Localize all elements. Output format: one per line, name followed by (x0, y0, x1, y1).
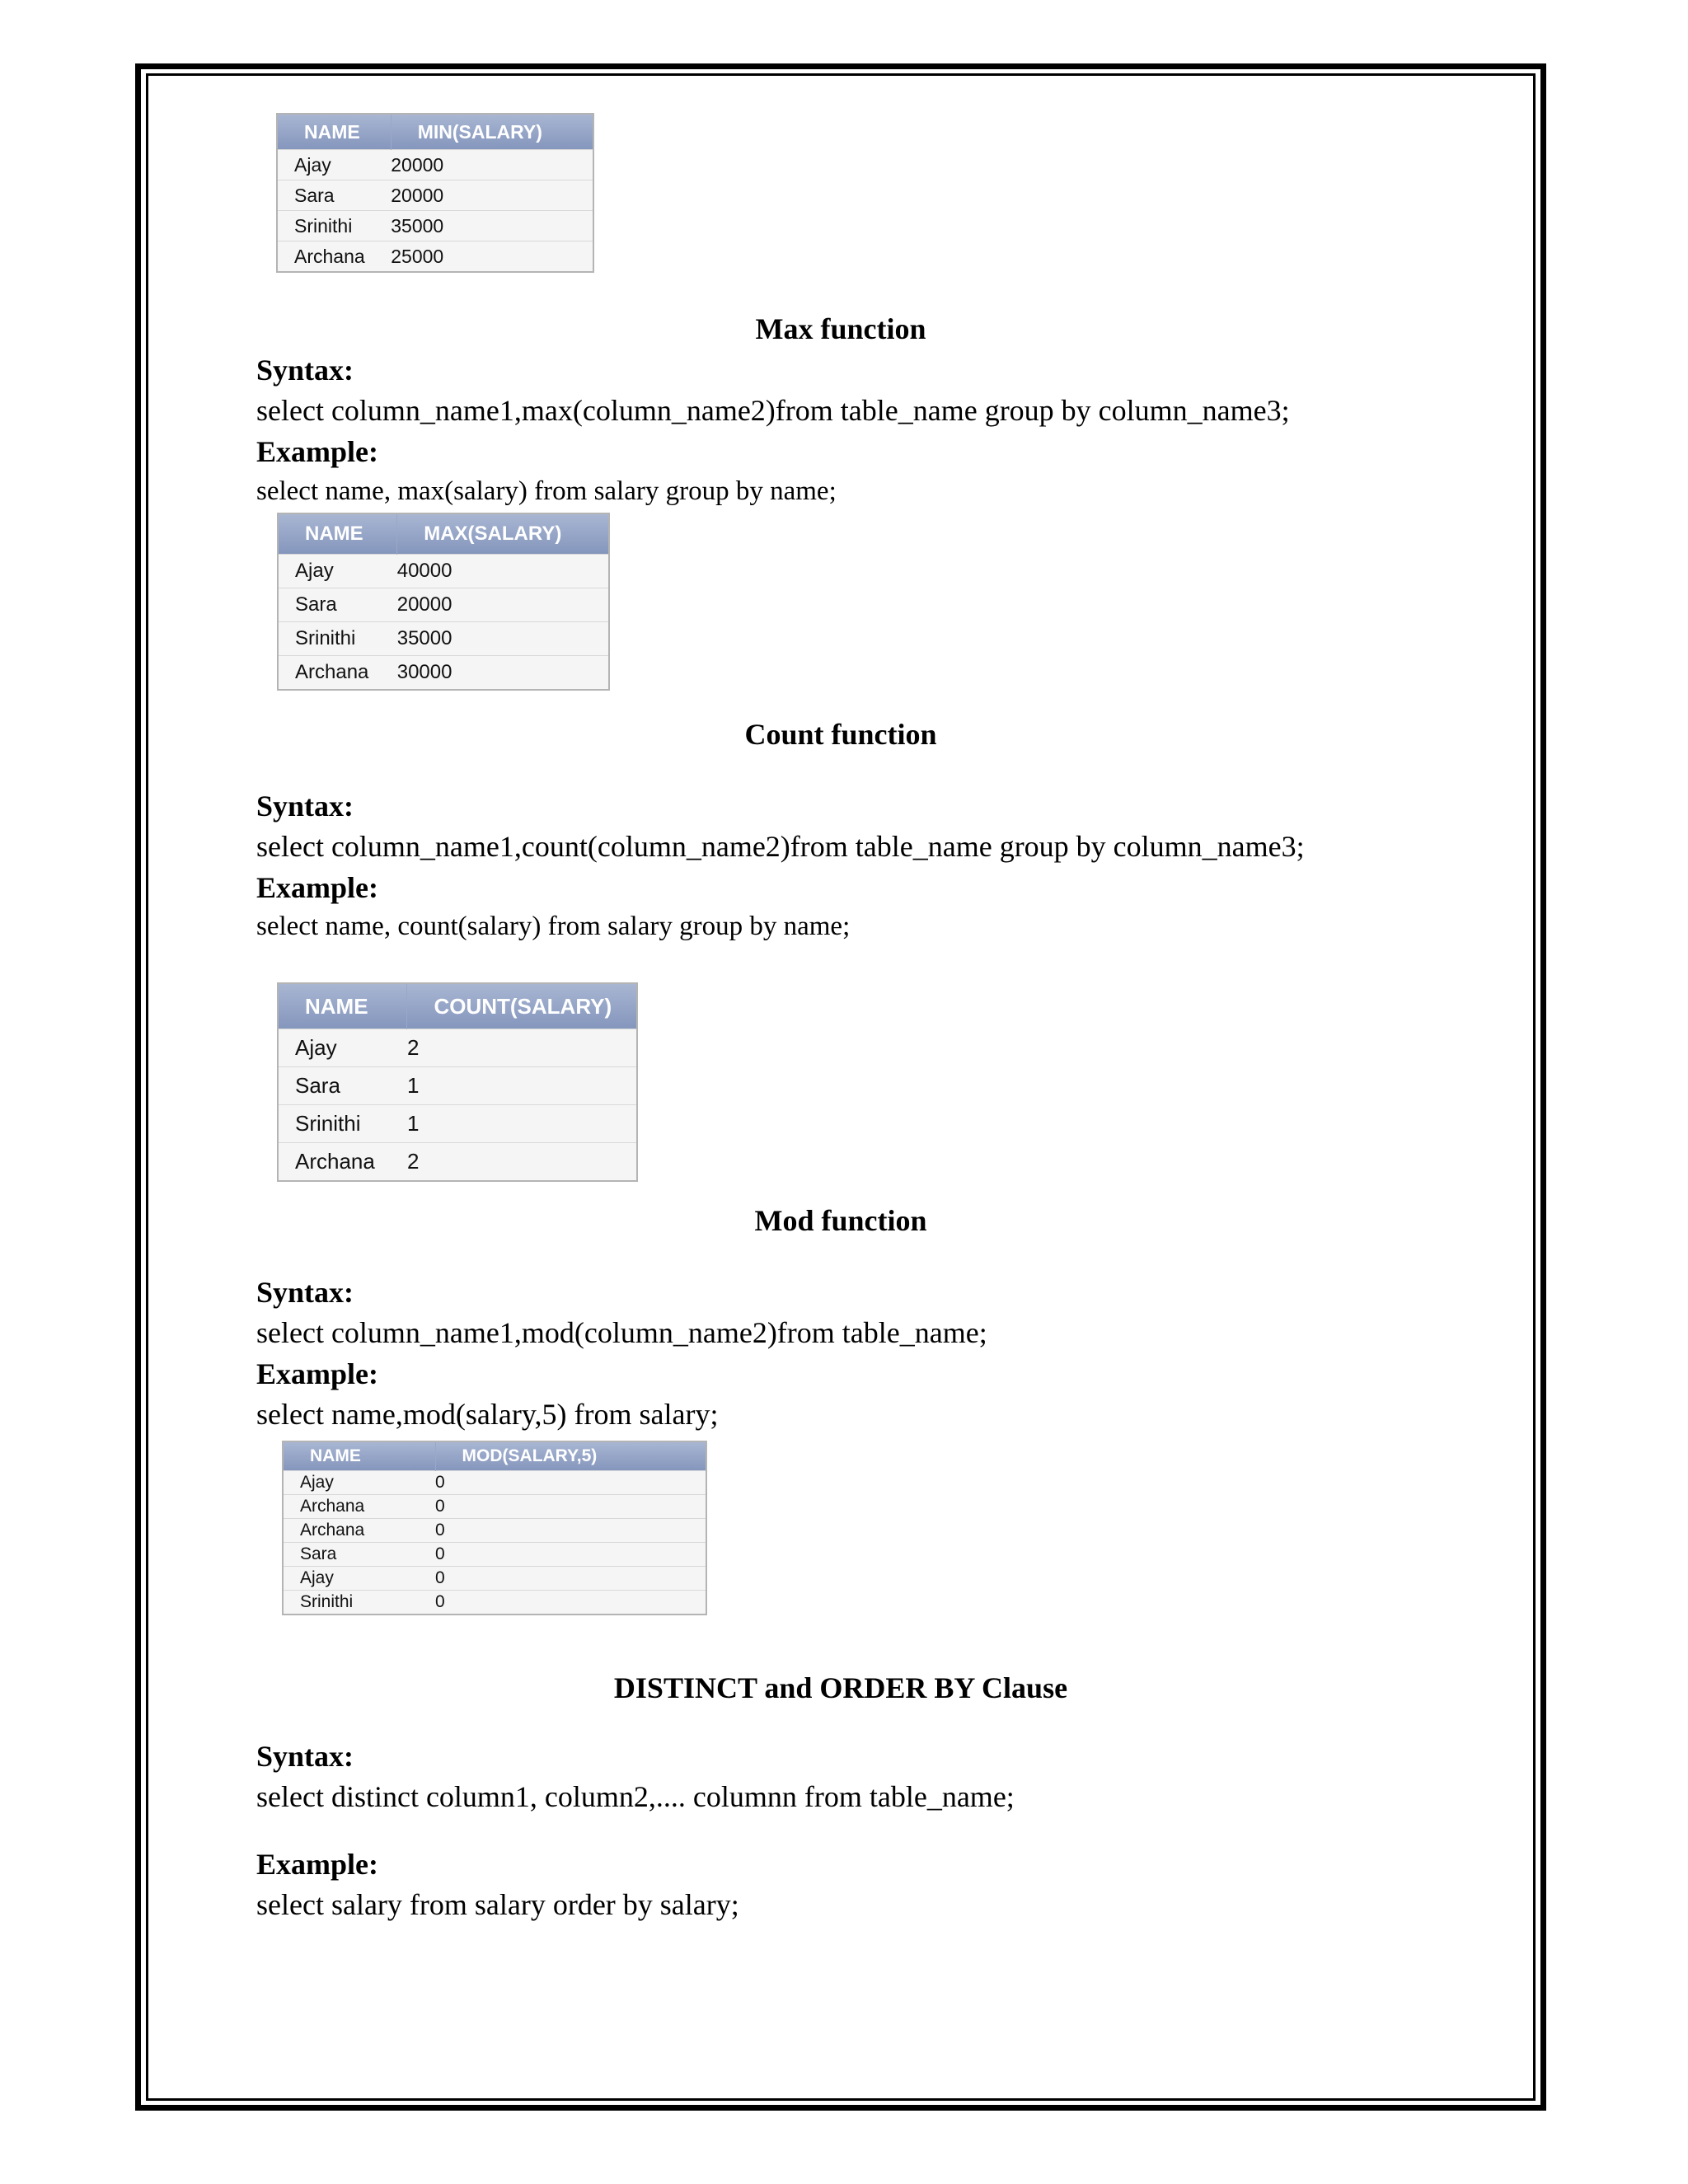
table-header-row (278, 983, 637, 1029)
table-cell: Archana (283, 1519, 435, 1543)
table-row (278, 1029, 637, 1067)
table-row (277, 211, 593, 241)
table-cell: 0 (435, 1519, 706, 1543)
max-syntax-label: Syntax: (256, 354, 354, 387)
table-row (278, 622, 609, 656)
table-row (277, 180, 593, 211)
count-function-heading: Count function (744, 718, 937, 751)
table-cell: Ajay (278, 555, 397, 588)
table-row (278, 1143, 637, 1182)
table-cell: 0 (435, 1591, 706, 1615)
table-row (278, 1105, 637, 1143)
table-row (283, 1471, 706, 1495)
table-cell: Ajay (283, 1567, 435, 1591)
column-header: NAME (278, 513, 397, 555)
table-cell: Archana (278, 1143, 407, 1182)
table-cell: 35000 (391, 211, 593, 241)
max-salary-table (277, 513, 610, 691)
max-example-text: select name, max(salary) from salary group by name; (256, 476, 837, 506)
table-cell: 0 (435, 1543, 706, 1567)
count-salary-table (277, 982, 638, 1182)
table-row (283, 1543, 706, 1567)
table-cell: Sara (283, 1543, 435, 1567)
table-row (278, 656, 609, 691)
column-header: NAME (277, 114, 391, 150)
column-header: NAME (283, 1441, 435, 1471)
table-cell: 20000 (391, 150, 593, 180)
distinct-syntax-text: select distinct column1, column2,.... columnn from table_name; (256, 1780, 1015, 1813)
table-cell: Archana (277, 241, 391, 273)
table-header-row (277, 114, 593, 150)
table-cell: 20000 (391, 180, 593, 211)
distinct-syntax-label: Syntax: (256, 1740, 354, 1773)
table-cell: 1 (407, 1105, 637, 1143)
table-row (278, 588, 609, 622)
max-example-label: Example: (256, 435, 378, 468)
table-cell: Ajay (278, 1029, 407, 1067)
distinct-example-label: Example: (256, 1848, 378, 1881)
table-cell: Ajay (277, 150, 391, 180)
table-cell: 0 (435, 1471, 706, 1495)
distinct-example-text: select salary from salary order by salary; (256, 1888, 739, 1921)
table-cell: Srinithi (283, 1591, 435, 1615)
table-cell: Srinithi (278, 1105, 407, 1143)
table-row (278, 1067, 637, 1105)
table-cell: 35000 (397, 622, 609, 656)
table-cell: Sara (278, 588, 397, 622)
table-cell: 1 (407, 1067, 637, 1105)
max-syntax-text: select column_name1,max(column_name2)from table_name group by column_name3; (256, 394, 1290, 427)
mod-example-text: select name,mod(salary,5) from salary; (256, 1398, 719, 1431)
count-syntax-label: Syntax: (256, 790, 354, 823)
table-cell: 2 (407, 1029, 637, 1067)
table-header-row (278, 513, 609, 555)
count-syntax-text: select column_name1,count(column_name2)from table_name group by column_name3; (256, 830, 1305, 863)
max-function-heading: Max function (755, 312, 926, 345)
table-row (277, 150, 593, 180)
table-cell: Archana (283, 1495, 435, 1519)
column-header: MAX(SALARY) (397, 513, 609, 555)
count-example-label: Example: (256, 871, 378, 904)
mod-salary-table (282, 1441, 707, 1615)
table-cell: 0 (435, 1495, 706, 1519)
mod-function-heading: Mod function (754, 1204, 927, 1237)
table-cell: Srinithi (278, 622, 397, 656)
table-cell: 25000 (391, 241, 593, 273)
table-cell: 20000 (397, 588, 609, 622)
min-salary-table (276, 113, 594, 273)
table-row (283, 1567, 706, 1591)
table-cell: Ajay (283, 1471, 435, 1495)
mod-syntax-label: Syntax: (256, 1276, 354, 1309)
table-cell: 40000 (397, 555, 609, 588)
table-row (278, 555, 609, 588)
column-header: MOD(SALARY,5) (435, 1441, 706, 1471)
count-example-text: select name, count(salary) from salary group by name; (256, 912, 851, 941)
table-row (277, 241, 593, 273)
table-row (283, 1591, 706, 1615)
table-cell: Srinithi (277, 211, 391, 241)
distinct-orderby-heading: DISTINCT and ORDER BY Clause (613, 1671, 1068, 1704)
table-row (283, 1495, 706, 1519)
table-header-row (283, 1441, 706, 1471)
mod-example-label: Example: (256, 1357, 378, 1390)
column-header: MIN(SALARY) (391, 114, 593, 150)
table-cell: 0 (435, 1567, 706, 1591)
table-cell: Sara (277, 180, 391, 211)
table-cell: Sara (278, 1067, 407, 1105)
mod-syntax-text: select column_name1,mod(column_name2)from table_name; (256, 1316, 987, 1349)
column-header: COUNT(SALARY) (407, 983, 637, 1029)
table-cell: 2 (407, 1143, 637, 1182)
table-row (283, 1519, 706, 1543)
column-header: NAME (278, 983, 407, 1029)
table-cell: Archana (278, 656, 397, 691)
table-cell: 30000 (397, 656, 609, 691)
